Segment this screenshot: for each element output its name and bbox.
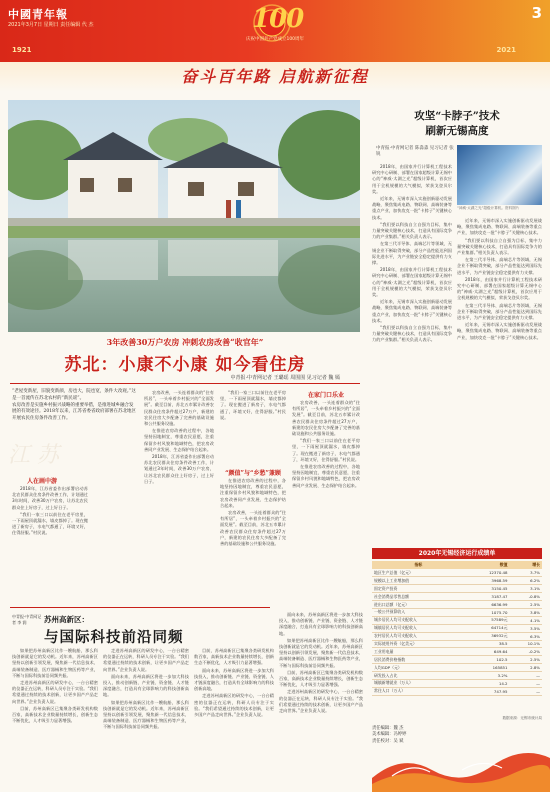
table-cell: 3.1% — [510, 585, 542, 593]
table-cell: 10.1% — [510, 640, 542, 648]
paragraph: “我们要以科技自立自强为目标，集中力量突破关键核心技术，打造具有国际竞争力的产业集群。”相关负责人表示。 — [372, 325, 452, 343]
econ-table-note: 数据来源：无锡市统计局 — [502, 716, 542, 720]
subhead-3: 在家门口乐业 — [307, 392, 344, 399]
table-row — [372, 664, 542, 672]
table-cell: 14.2 — [465, 679, 510, 687]
main-col-1 — [12, 486, 88, 604]
main-story-title: 苏北：小康不小康 如今看住房 — [64, 355, 306, 375]
second-col-3 — [194, 648, 274, 788]
table-cell: 进出口总额（亿元） — [372, 601, 465, 609]
table-cell: — — [510, 672, 542, 680]
table-cell: 3.2% — [465, 672, 510, 680]
slogan-text: 奋斗百年路 启航新征程 — [181, 67, 369, 86]
paragraph: 在第三代半导体、高端芯片等领域，无锡企业不断取得突破，部分产品性能达到国际先进水平，为产业链安全稳定提供有力支撑。 — [457, 302, 542, 321]
paragraph: 2018年，由国家并行计算机工程技术研究中心研制、部署在国家超级计算无锡中心的“神威·太湖之光”超级计算机，首次应用于全机规模的大气模拟，荣获戈登贝尔奖。 — [457, 276, 542, 301]
table-cell: 649.64 — [465, 648, 510, 656]
table-cell: 3.5% — [510, 624, 542, 632]
second-story-kicker: 苏州高新区： — [44, 615, 89, 624]
editor-credits — [372, 726, 542, 745]
table-cell: 一般公共预算收入 — [372, 608, 465, 616]
watermark-text: 江 苏 — [8, 443, 59, 468]
paragraph: “我们一家三口以前住在老平房里，一下雨屋顶就漏水，墙皮都掉了。现在搬进了新房子，水电气都通了，环境又好，住得舒服。”村民说。 — [220, 390, 286, 420]
paragraph: 在第三代半导体、高端芯片等领域，无锡企业不断取得突破，部分产品性能达到国际先进水平，为产业链安全稳定提供有力支撑。 — [457, 257, 542, 275]
paragraph: 走进苏州高新区的研发中心，一台台精密的仪器正在运转，科研人员专注于实验。“我们希望通过持续的技术创新，让更多国产产品走向世界。”企业负责人说。 — [194, 693, 274, 718]
table-cell: 4.1% — [510, 616, 542, 624]
table-cell: 1075.70 — [465, 608, 510, 616]
table-cell: 102.5 — [465, 656, 510, 664]
right-col-2 — [457, 218, 542, 542]
second-col-1 — [12, 648, 98, 788]
second-col-4 — [279, 612, 363, 788]
table-cell: 57589元 — [465, 616, 510, 624]
editor-line: 责任编辑：魏 杰 — [372, 726, 404, 731]
table-cell: 实际使用外资（亿美元） — [372, 640, 465, 648]
year-start: 1921 — [12, 46, 32, 54]
table-row — [372, 640, 542, 648]
table-header: 指标 — [372, 561, 465, 569]
paragraph: 面向未来，苏州高新区将进一步加大科技投入，推动创新链、产业链、资金链、人才链深度融合，打造具有全球影响力的科技创新高地。 — [194, 667, 274, 692]
table-row — [372, 601, 542, 609]
table-cell: — — [510, 679, 542, 687]
editor-line: 责任校对：吴 斌 — [372, 738, 404, 744]
table-row — [372, 616, 542, 624]
paragraph: 农房改善，一头连着群众的“住有所居”，一头牵着乡村振兴的“全面发展”。截至目前，苏北五市累计改善农民群众住房条件超过27万户，新建的农民住房大多配备了完善的基础设施和公共服务设施。 — [220, 510, 286, 547]
table-cell: 农村居民人均可支配收入 — [372, 632, 465, 640]
table-row — [372, 593, 542, 601]
table-cell: 3150.45 — [465, 585, 510, 593]
paragraph: 近年来，无锡市深入实施创新驱动发展战略，聚焦集成电路、物联网、高端装备等重点产业，加快攻克一批“卡脖子”关键核心技术。 — [372, 196, 452, 220]
paragraph: 2018年，由国家并行计算机工程技术研究中心研制、部署在国家超级计算无锡中心的“神威·太湖之光”超级计算机，首次应用于全机规模的大气模拟，荣获戈登贝尔奖。 — [372, 164, 452, 194]
paragraph: 走进苏州高新区的研发中心，一台台精密的仪器正在运转，科研人员专注于实验。“我们希望通过持续的技术创新，让更多国产产品走向世界。”企业负责人说。 — [103, 648, 189, 672]
paragraph: 在推进农房改善的过程中，各地坚持因地制宜，尊重农民意愿，注重保留乡村风貌和地域特色，把农房改善同产业发展、生态保护结合起来。 — [292, 464, 360, 488]
table-header: 增长 — [510, 561, 542, 569]
table-row — [372, 624, 542, 632]
paragraph: 目前，苏州高新区已集聚各类研发机构数百家，高新技术企业数量持续增长，创新生态不断优化，人才吸引力显著增强。 — [194, 648, 274, 666]
table-cell: 2.8% — [510, 664, 542, 672]
section-divider — [10, 607, 270, 608]
paragraph: 2018年，江苏省委作出部署启动苏北农民群众住房条件改善工作，计划通过3年时间，改善30万户农房，让苏北农民群众住上好房子，过上好日子。 — [144, 454, 214, 484]
table-row — [372, 648, 542, 656]
paragraph: 近年来，无锡市深入实施创新驱动发展战略，聚焦集成电路、物联网、高端装备等重点产业，加快攻克一批“卡脖子”关键核心技术。 — [457, 322, 542, 340]
paragraph: 近年来，无锡市深入实施创新驱动发展战略，聚焦集成电路、物联网、高端装备等重点产业，加快攻克一批“卡脖子”关键核心技术。 — [372, 299, 452, 323]
paragraph: 如果把苏州高新区比作一艘航船，那么科技创新就是它的发动机。近年来，苏州高新区坚持以创新引领发展，聚焦新一代信息技术、高端装备制造、医疗器械和生物医药等产业，不断与国际科技前沿同频共振。 — [12, 648, 98, 678]
table-cell: 6.3% — [510, 632, 542, 640]
table-cell: 3187.47 — [465, 593, 510, 601]
table-cell: 工业用电量 — [372, 648, 465, 656]
paragraph: 目前，苏州高新区已集聚各类研发机构数百家，高新技术企业数量持续增长，创新生态不断优化，人才吸引力显著增强。 — [279, 669, 363, 688]
table-header: 数值 — [465, 561, 510, 569]
table-row — [372, 585, 542, 593]
main-story-byline: 中青报·中青网记者 王璐瑶 周围围 见习记者 魏 嫣 — [230, 375, 340, 381]
decorative-waves-icon — [372, 748, 550, 792]
second-story-title: 与国际科技前沿同频 — [44, 629, 184, 646]
table-row — [372, 656, 542, 664]
right-story-byline: 中青报·中青网记者 陈淼淼 见习记者 张锐 — [376, 146, 454, 157]
second-col-2 — [103, 648, 189, 788]
table-row — [372, 632, 542, 640]
editor-line: 美术编辑：冯婷婷 — [372, 732, 407, 738]
econ-table — [372, 561, 542, 696]
date-line: 2021年3月7日 星期日 责任编辑 代 杰 — [8, 22, 94, 28]
paragraph: “我们一家三口以前住在老平房里，一下雨屋顶就漏水，墙皮都掉了。现在搬进了新房子，水电气都通了，环境又好，住得舒服。”村民说。 — [12, 511, 88, 536]
subhead-2: “颜值”与“乡愁”兼顾 — [225, 470, 281, 477]
paragraph: 如果把苏州高新区比作一艘航船，那么科技创新就是它的发动机。近年来，苏州高新区坚持以创新引领发展，聚焦新一代信息技术、高端装备制造、医疗器械和生物医药等产业，不断与国际科技前沿同频共振。 — [103, 699, 189, 730]
table-cell: 3.7% — [510, 569, 542, 577]
table-cell: 36932元 — [465, 632, 510, 640]
table-cell: 社会消费品零售总额 — [372, 593, 465, 601]
table-cell: 地区生产总值（亿元） — [372, 569, 465, 577]
page-slogan — [0, 62, 550, 92]
paragraph: 目前，苏州高新区已集聚各类研发机构数百家，高新技术企业数量持续增长，创新生态不断优化，人才吸引力显著增强。 — [12, 705, 98, 724]
village-houses-photo — [8, 100, 360, 332]
econ-table-title: 2020年无锡经济运行成绩单 — [372, 548, 542, 559]
paragraph: “我们一家三口以前住在老平房里，一下雨屋顶就漏水，墙皮都掉了。现在搬进了新房子，水电气都通了，环境又好，住得舒服。”村民说。 — [292, 438, 360, 462]
table-cell: 747.95 — [465, 687, 510, 695]
table-cell: 城镇新增就业（万人） — [372, 679, 465, 687]
table-cell: 固定资产投资 — [372, 585, 465, 593]
paragraph: 面向未来，苏州高新区将进一步加大科技投入，推动创新链、产业链、资金链、人才链深度融合，打造具有全球影响力的科技创新高地。 — [103, 673, 189, 698]
table-row — [372, 672, 542, 680]
table-cell: 6636.99 — [465, 601, 510, 609]
main-story-subtitle: 3年改善30万户农房 冲刺农房改善“收官年” — [106, 337, 264, 347]
table-cell: -0.2% — [510, 648, 542, 656]
table-row — [372, 569, 542, 577]
supercomputer-caption: “神威·太湖之光”超级计算机。资料图片 — [457, 206, 520, 210]
paragraph: 在推进农房改善的过程中，各地坚持因地制宜，尊重农民意愿，注重保留乡村风貌和地域特色，把农房改善同产业发展、生态保护结合起来。 — [144, 428, 214, 452]
supercomputer-photo — [457, 145, 542, 205]
subhead-1: 人在画中游 — [26, 478, 57, 485]
paragraph: 2018年，江苏省委作出部署启动苏北农民群众住房条件改善工作，计划通过3年时间，改善30万户农房，让苏北农民群众住上好房子，过上好日子。 — [12, 486, 88, 510]
table-cell: 6.2% — [510, 577, 542, 585]
table-cell: 3968.59 — [465, 577, 510, 585]
table-cell: 研发投入占比 — [372, 672, 465, 680]
table-cell: 城乡居民人均可支配收入 — [372, 616, 465, 624]
divider — [10, 383, 360, 384]
main-col-3b — [220, 478, 286, 604]
right-story-title-1: 攻坚“卡脖子”技术 — [414, 110, 500, 122]
table-cell: 规模以上工业增加值 — [372, 577, 465, 585]
lead-paragraph-2: 农房改善是实施乡村振兴战略的重要举措，是推进城乡融合发展的有效途径。2018年以来，江苏省委省政府部署在苏北地区开展农民住房条件改善工作。 — [12, 402, 136, 422]
table-row — [372, 608, 542, 616]
paragraph: 农房改善，一头连着群众的“住有所居”，一头牵着乡村振兴的“全面发展”。截至目前，苏北五市累计改善农民群众住房条件超过27万户，新建的农民住房大多配备了完善的基础设施和公共服务设施。 — [292, 400, 360, 437]
paragraph: 走进苏州高新区的研发中心，一台台精密的仪器正在运转，科研人员专注于实验。“我们希望通过持续的技术创新，让更多国产产品走向世界。”企业负责人说。 — [12, 680, 98, 704]
right-story-title-2: 刷新无锡高度 — [425, 125, 489, 137]
table-cell: 165851 — [465, 664, 510, 672]
table-cell: -0.8% — [510, 593, 542, 601]
table-cell: 38.5 — [465, 640, 510, 648]
table-row — [372, 687, 542, 695]
table-cell: 2.5% — [510, 656, 542, 664]
main-col-3 — [220, 390, 286, 464]
main-col-4 — [292, 400, 360, 604]
year-end: 2021 — [496, 46, 516, 54]
table-cell: 12370.48 — [465, 569, 510, 577]
paragraph: “我们要以科技自立自强为目标，集中力量突破关键核心技术，打造具有国际竞争力的产业集群。”相关负责人表示。 — [372, 221, 452, 240]
table-cell: 居民消费价格指数 — [372, 656, 465, 664]
paragraph: 在推进农房改善的过程中，各地坚持因地制宜，尊重农民意愿，注重保留乡村风貌和地域特色，把农房改善同产业发展、生态保护结合起来。 — [220, 478, 286, 508]
table-cell: 3.8% — [510, 608, 542, 616]
lead-paragraph: “老屋变新屋，旧貌变新颜，房也大，院也宽，条件大改观。”这是一首流传在苏北农村的“新民谣”。 — [12, 389, 136, 401]
table-row — [372, 679, 542, 687]
paragraph: 农房改善，一头连着群众的“住有所居”，一头牵着乡村振兴的“全面发展”。截至目前，苏北五市累计改善农民群众住房条件超过27万户，新建的农民住房大多配备了完善的基础设施和公共服务设施。 — [144, 390, 214, 427]
paragraph: “我们要以科技自立自强为目标，集中力量突破关键核心技术，打造具有国际竞争力的产业集群。”相关负责人表示。 — [457, 237, 542, 256]
table-cell: 城镇居民人均可支配收入 — [372, 624, 465, 632]
main-col-2 — [144, 390, 214, 604]
table-cell: 2.5% — [510, 601, 542, 609]
table-cell: 人均GDP（元） — [372, 664, 465, 672]
table-row — [372, 577, 542, 585]
table-header-row — [372, 561, 542, 569]
paragraph: 如果把苏州高新区比作一艘航船，那么科技创新就是它的发动机。近年来，苏州高新区坚持以创新引领发展，聚焦新一代信息技术、高端装备制造、医疗器械和生物医药等产业，不断与国际科技前沿同频共振。 — [279, 637, 363, 668]
table-cell: 常住人口（万人） — [372, 687, 465, 695]
paper-logo: 中國青年報 — [8, 8, 68, 21]
page-number: 3 — [531, 4, 542, 22]
centenary-number: 100 — [252, 4, 304, 34]
paragraph: 在第三代半导体、高端芯片等领域，无锡企业不断取得突破，部分产品性能达到国际先进水平，为产业链安全稳定提供有力支撑。 — [372, 241, 452, 266]
table-cell: — — [510, 687, 542, 695]
masthead — [0, 0, 550, 62]
right-col-1 — [372, 164, 452, 542]
table-cell: 64714元 — [465, 624, 510, 632]
second-story-byline: 中青报·中青网记者 李 润 — [12, 614, 42, 625]
paragraph: 面向未来，苏州高新区将进一步加大科技投入，推动创新链、产业链、资金链、人才链深度融合，打造具有全球影响力的科技创新高地。 — [279, 612, 363, 636]
paragraph: 近年来，无锡市深入实施创新驱动发展战略，聚焦集成电路、物联网、高端装备等重点产业，加快攻克一批“卡脖子”关键核心技术。 — [457, 218, 542, 236]
centenary-caption: 庆祝中国共产党成立100周年 — [245, 37, 305, 42]
paragraph: 走进苏州高新区的研发中心，一台台精密的仪器正在运转，科研人员专注于实验。“我们希望通过持续的技术创新，让更多国产产品走向世界。”企业负责人说。 — [279, 689, 363, 714]
paragraph: 2018年，由国家并行计算机工程技术研究中心研制、部署在国家超级计算无锡中心的“神威·太湖之光”超级计算机，首次应用于全机规模的大气模拟，荣获戈登贝尔奖。 — [372, 267, 452, 298]
